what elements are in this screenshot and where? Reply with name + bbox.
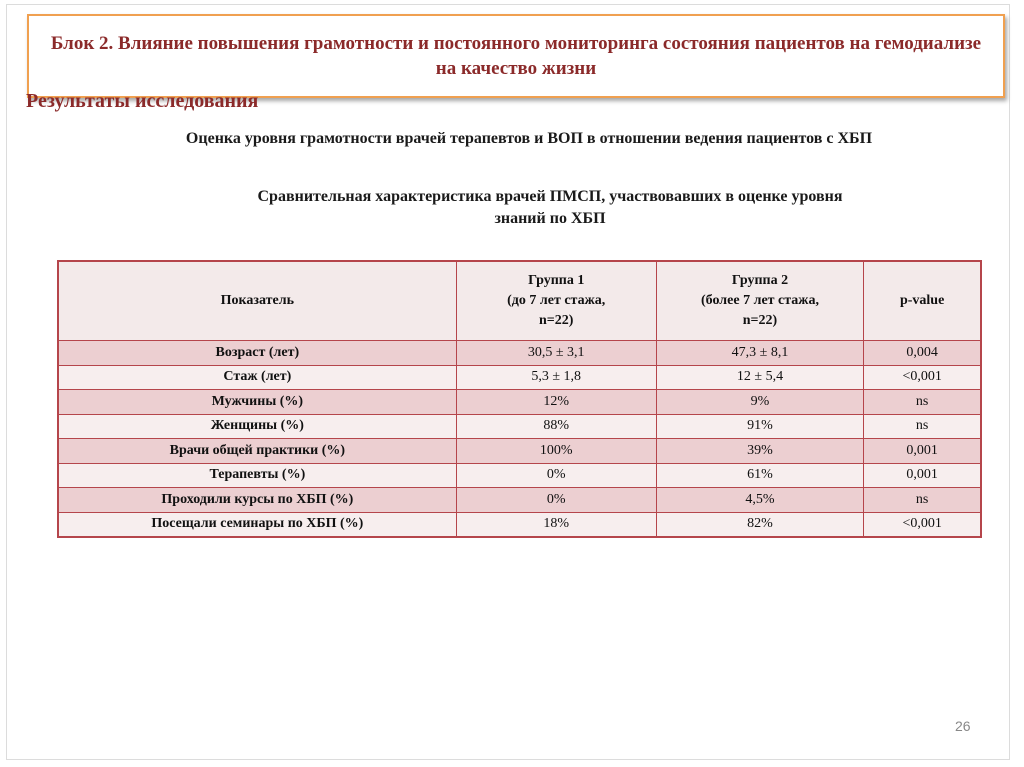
- cell-indicator: Посещали семинары по ХБП (%): [58, 512, 456, 537]
- cell-group-2: 4,5%: [656, 488, 864, 513]
- table-row: [58, 414, 981, 439]
- cell-p-value: ns: [864, 488, 981, 513]
- section-heading: Результаты исследования: [26, 90, 259, 112]
- comparison-table: [57, 260, 982, 538]
- cell-indicator: Стаж (лет): [58, 365, 456, 390]
- cell-indicator: Мужчины (%): [58, 390, 456, 415]
- cell-group-1: 18%: [456, 512, 656, 537]
- cell-p-value: <0,001: [864, 365, 981, 390]
- cell-group-1: 0%: [456, 463, 656, 488]
- header-line: (до 7 лет стажа,: [507, 293, 606, 308]
- cell-group-2: 39%: [656, 439, 864, 464]
- cell-group-1: 30,5 ± 3,1: [456, 341, 656, 366]
- table-row: [58, 390, 981, 415]
- table-row: [58, 463, 981, 488]
- cell-p-value: ns: [864, 390, 981, 415]
- table-row: [58, 512, 981, 537]
- table-row: [58, 341, 981, 366]
- cell-group-1: 5,3 ± 1,8: [456, 365, 656, 390]
- header-line: n=22): [538, 313, 574, 328]
- table-row: [58, 365, 981, 390]
- cell-group-2: 47,3 ± 8,1: [656, 341, 864, 366]
- header-line: p-value: [899, 293, 945, 308]
- table-header-row: [58, 261, 981, 341]
- header-p-value: [864, 261, 981, 341]
- cell-p-value: 0,001: [864, 463, 981, 488]
- header-line: (более 7 лет стажа,: [701, 293, 819, 308]
- cell-group-1: 100%: [456, 439, 656, 464]
- cell-group-1: 12%: [456, 390, 656, 415]
- cell-indicator: Проходили курсы по ХБП (%): [58, 488, 456, 513]
- cell-indicator: Женщины (%): [58, 414, 456, 439]
- header-line: Показатель: [220, 293, 295, 308]
- cell-group-2: 61%: [656, 463, 864, 488]
- cell-p-value: 0,001: [864, 439, 981, 464]
- header-line: n=22): [742, 313, 778, 328]
- table-caption: [180, 186, 920, 230]
- cell-indicator: Врачи общей практики (%): [58, 439, 456, 464]
- header-line: Группа 2: [731, 273, 789, 288]
- header-line: Группа 1: [528, 273, 585, 288]
- caption-line-1: Сравнительная характеристика врачей ПМСП, участвовавших в оценке уровня: [257, 188, 843, 205]
- subtitle: Оценка уровня грамотности врачей терапевтов и ВОП в отношении ведения пациентов с ХБП: [185, 130, 873, 147]
- table-row: [58, 488, 981, 513]
- cell-group-2: 9%: [656, 390, 864, 415]
- cell-group-1: 88%: [456, 414, 656, 439]
- cell-group-1: 0%: [456, 488, 656, 513]
- cell-indicator: Терапевты (%): [58, 463, 456, 488]
- slide-title-box: [27, 14, 1005, 98]
- cell-p-value: 0,004: [864, 341, 981, 366]
- page-number: 26: [955, 718, 971, 734]
- caption-line-2: знаний по ХБП: [494, 210, 606, 227]
- cell-group-2: 12 ± 5,4: [656, 365, 864, 390]
- cell-indicator: Возраст (лет): [58, 341, 456, 366]
- header-group-2: [656, 261, 864, 341]
- cell-group-2: 82%: [656, 512, 864, 537]
- table-row: [58, 439, 981, 464]
- slide-title: Блок 2. Влияние повышения грамотности и постоянного мониторинга состояния пациентов на гемодиализе на качество жизни: [50, 33, 982, 79]
- header-group-1: [456, 261, 656, 341]
- cell-p-value: ns: [864, 414, 981, 439]
- cell-group-2: 91%: [656, 414, 864, 439]
- cell-p-value: <0,001: [864, 512, 981, 537]
- header-indicator: [58, 261, 456, 341]
